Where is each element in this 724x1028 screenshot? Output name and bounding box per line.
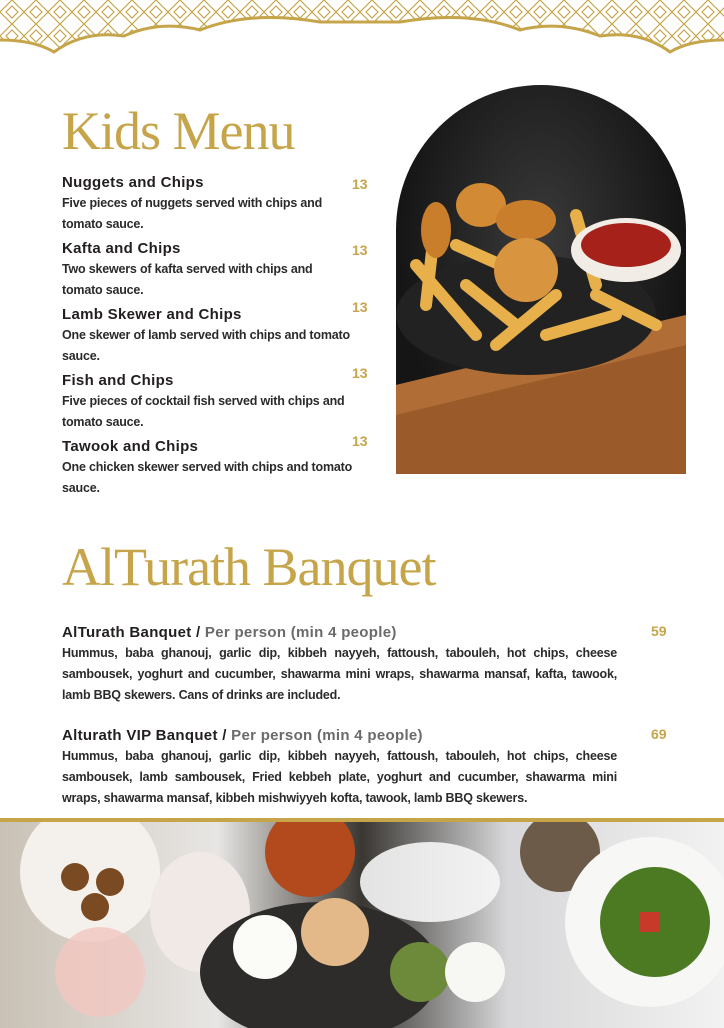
item-name-line xyxy=(62,726,662,746)
decorative-border-top xyxy=(0,0,724,80)
item-price: 13 xyxy=(352,242,368,258)
banquet-list xyxy=(62,623,667,829)
item-name: AlTurath Banquet / xyxy=(62,624,201,641)
item-price: 13 xyxy=(352,299,368,315)
item-name: Alturath VIP Banquet / xyxy=(62,727,227,744)
banquet-food-photo xyxy=(0,818,724,1028)
item-name: Nuggets and Chips xyxy=(62,174,204,191)
item-description: Hummus, baba ghanouj, garlic dip, kibbeh nayyeh, fattoush, tabouleh, hot chips, cheese sambousek, lamb sambousek, Fried kebbeh plate, yoghurt and cucumber, shawarma mini wraps, shawarma mansaf, kibbeh mishwiyyeh kofta, tawook, lamb BBQ skewers. xyxy=(62,749,617,805)
kids-menu-list xyxy=(62,173,372,503)
banquet-title: AlTurath Banquet xyxy=(62,537,436,597)
item-name: Lamb Skewer and Chips xyxy=(62,306,242,323)
item-description: Hummus, baba ghanouj, garlic dip, kibbeh nayyeh, fattoush, tabouleh, hot chips, cheese sambousek, yoghurt and cucumber, shawarma mini wraps, shawarma mansaf, kafta, tawook, lamb BBQ skewers. Cans of drinks are included. xyxy=(62,646,617,702)
menu-item xyxy=(62,726,667,809)
item-description: Two skewers of kafta served with chips and tomato sauce. xyxy=(62,262,313,297)
item-price: 13 xyxy=(352,176,368,192)
item-name: Kafta and Chips xyxy=(62,240,181,257)
item-price: 13 xyxy=(352,365,368,381)
menu-item xyxy=(62,299,372,367)
item-description: Five pieces of nuggets served with chips and tomato sauce. xyxy=(62,196,323,231)
menu-item xyxy=(62,239,372,301)
item-subtitle: Per person (min 4 people) xyxy=(231,727,423,744)
item-description: One chicken skewer served with chips and tomato sauce. xyxy=(62,460,353,495)
item-name: Fish and Chips xyxy=(62,372,174,389)
item-name-line xyxy=(62,623,662,643)
menu-item xyxy=(62,173,372,235)
item-name: Tawook and Chips xyxy=(62,438,199,455)
kids-menu-title: Kids Menu xyxy=(62,101,295,161)
kids-food-photo xyxy=(396,85,686,474)
menu-item xyxy=(62,623,667,706)
menu-item xyxy=(62,365,372,433)
item-price: 13 xyxy=(352,433,368,449)
item-price: 69 xyxy=(651,726,667,742)
item-description: Five pieces of cocktail fish served with chips and tomato sauce. xyxy=(62,394,345,429)
item-description: One skewer of lamb served with chips and tomato sauce. xyxy=(62,328,350,363)
menu-item xyxy=(62,433,372,499)
item-subtitle: Per person (min 4 people) xyxy=(204,624,397,641)
item-price: 59 xyxy=(651,623,667,639)
